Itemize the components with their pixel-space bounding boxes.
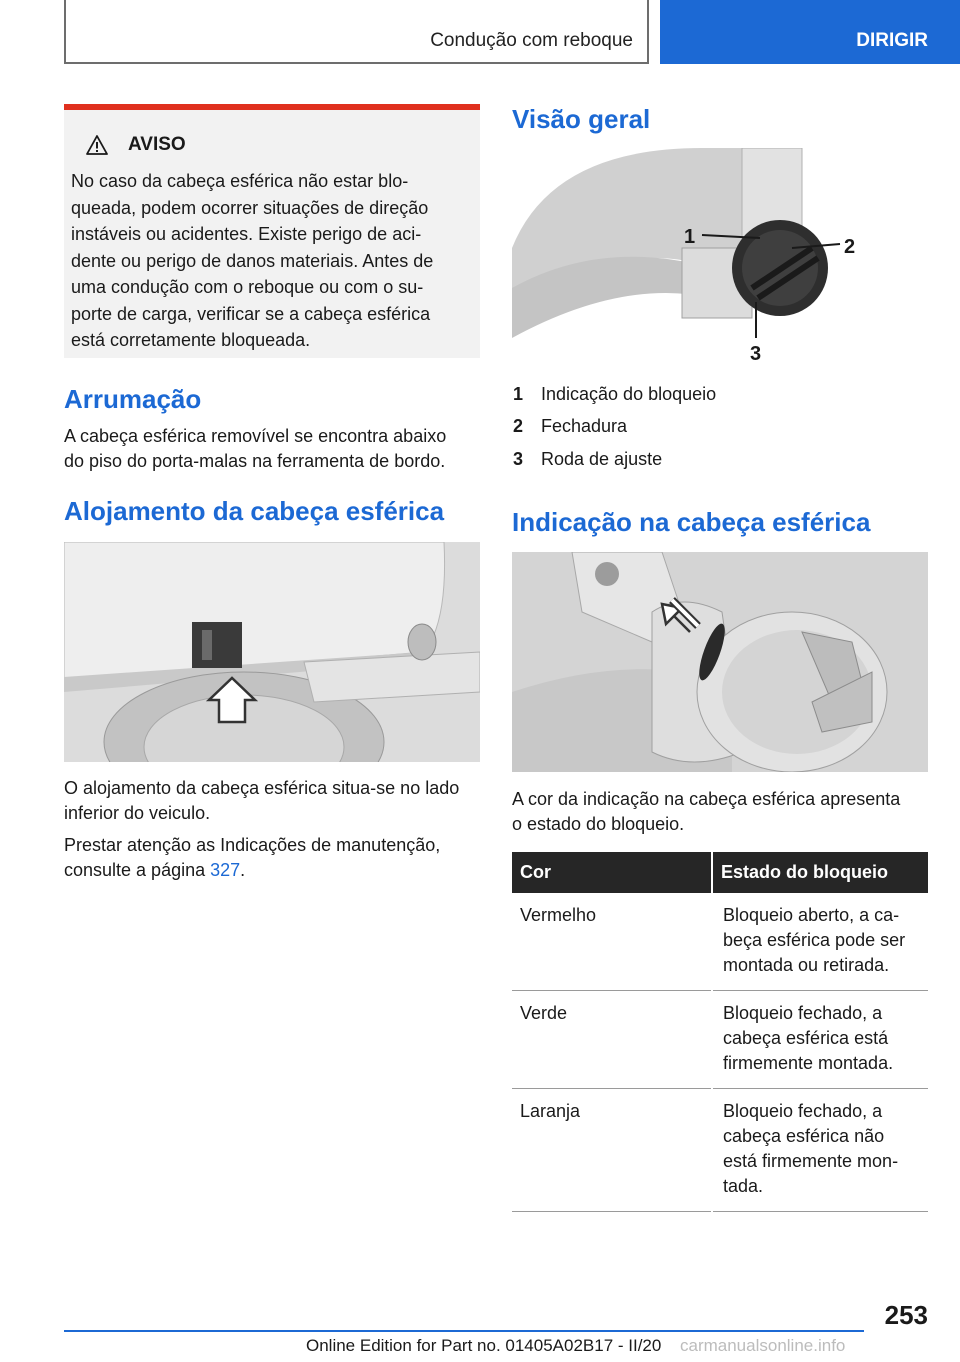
figure-indicator xyxy=(512,552,928,772)
footer-edition: Online Edition for Part no. 01405A02B17 - II/20 xyxy=(306,1336,662,1355)
heading-alojamento: Alojamento da cabeça esférica xyxy=(64,496,445,526)
table-cell-cor: Verde xyxy=(512,991,712,1089)
table-cell-estado xyxy=(712,893,928,991)
cell-line: está firmemente mon- xyxy=(723,1151,899,1171)
page-link-327[interactable]: 327 xyxy=(210,859,241,880)
text-fragment: consulte a página xyxy=(64,859,211,880)
figure-overview xyxy=(512,148,928,368)
legend-label: Indicação do bloqueio xyxy=(541,384,717,404)
text-line: Prestar atenção as Indicações de manutenção, xyxy=(64,835,441,855)
table-row xyxy=(512,1089,928,1212)
alojamento-p1 xyxy=(64,776,459,825)
warning-line: uma condução com o reboque ou com o su- xyxy=(71,277,424,297)
warning-line: dente ou perigo de danos materiais. Antes de xyxy=(71,250,434,271)
table-cell-estado xyxy=(712,991,928,1089)
overview-illustration xyxy=(512,148,928,368)
header-frame xyxy=(64,0,649,64)
legend-number: 1 xyxy=(513,384,524,404)
hitch-mount-illustration xyxy=(64,542,480,762)
lock-status-table xyxy=(512,852,928,1212)
cell-line: Bloqueio aberto, a ca- xyxy=(723,905,900,925)
legend-label: Roda de ajuste xyxy=(541,449,663,469)
legend-label: Fechadura xyxy=(541,416,628,436)
text-line: A cabeça esférica removível se encontra abaixo xyxy=(64,426,447,446)
heading-arrumacao: Arrumação xyxy=(64,384,202,414)
callout-3: 3 xyxy=(750,343,762,365)
table-row xyxy=(512,991,928,1089)
chapter-tab[interactable] xyxy=(660,0,960,64)
warning-triangle-icon xyxy=(86,135,108,155)
text-fragment: . xyxy=(240,859,246,880)
text-line: O alojamento da cabeça esférica situa-se no lado xyxy=(64,778,460,798)
page-number: 253 xyxy=(884,1300,928,1330)
cell-line: beça esférica pode ser xyxy=(723,930,906,950)
table-cell-cor: Laranja xyxy=(512,1089,712,1212)
text-line: A cor da indicação na cabeça esférica apresenta xyxy=(512,789,901,809)
alojamento-p2 xyxy=(64,833,440,882)
cell-line: Bloqueio fechado, a xyxy=(723,1003,883,1023)
cell-line: Bloqueio fechado, a xyxy=(723,1101,883,1121)
heading-visao-geral: Visão geral xyxy=(512,104,651,134)
warning-line: No caso da cabeça esférica não estar blo- xyxy=(71,171,409,191)
chapter-tab-label: DIRIGIR xyxy=(856,30,928,51)
table-header-cor: Cor xyxy=(512,852,712,893)
warning-title: AVISO xyxy=(128,134,186,155)
warning-line: porte de carga, verificar se a cabeça esférica xyxy=(71,303,431,324)
table-cell-estado xyxy=(712,1089,928,1212)
figure-hitch-mount xyxy=(64,542,480,762)
legend-number: 2 xyxy=(513,416,524,436)
heading-indicacao: Indicação na cabeça esférica xyxy=(512,507,871,537)
indicacao-text xyxy=(512,787,900,836)
legend-number: 3 xyxy=(513,449,524,469)
warning-line: queada, podem ocorrer situações de direção xyxy=(71,197,429,218)
text-line xyxy=(64,858,440,883)
arrumacao-text xyxy=(64,424,446,473)
warning-line: instáveis ou acidentes. Existe perigo de aci- xyxy=(71,224,422,244)
text-line: inferior do veiculo. xyxy=(64,802,211,823)
table-row xyxy=(512,893,928,991)
table-header-estado: Estado do bloqueio xyxy=(712,852,928,893)
warning-text xyxy=(71,168,471,354)
footer-divider xyxy=(64,1330,864,1332)
cell-line: montada ou retirada. xyxy=(723,955,890,975)
warning-line: está corretamente bloqueada. xyxy=(71,330,311,350)
cell-line: tada. xyxy=(723,1176,764,1196)
cell-line: cabeça esférica não xyxy=(723,1126,885,1146)
warning-header xyxy=(86,134,186,156)
footer-watermark: carmanualsonline.info xyxy=(680,1336,846,1355)
text-line: o estado do bloqueio. xyxy=(512,813,685,834)
table-cell-cor: Vermelho xyxy=(512,893,712,991)
section-title: Condução com reboque xyxy=(430,30,633,51)
warning-box xyxy=(64,104,480,358)
cell-line: firmemente montada. xyxy=(723,1053,894,1073)
text-line: do piso do porta-malas na ferramenta de bordo. xyxy=(64,450,446,471)
cell-line: cabeça esférica está xyxy=(723,1028,889,1048)
callout-1: 1 xyxy=(684,226,696,248)
indicator-illustration xyxy=(512,552,928,772)
table-header-row xyxy=(512,852,928,893)
callout-2: 2 xyxy=(844,236,856,258)
